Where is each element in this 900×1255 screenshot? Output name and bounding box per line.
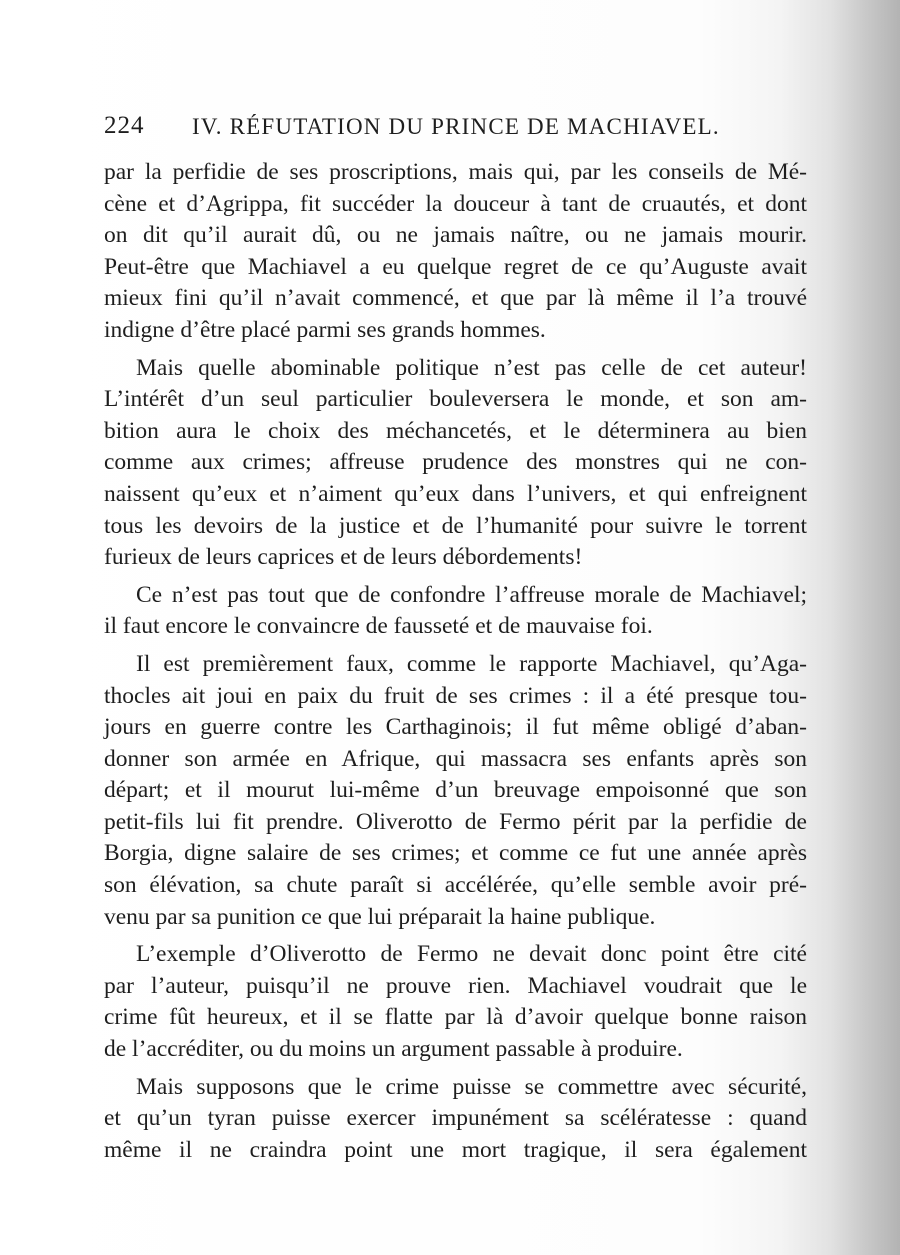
text-line: par la perfidie de ses proscriptions, mais qui, par les conseils de Mé- [104,159,807,185]
page-number: 224 [104,112,145,139]
text-line: L’intérêt d’un seul particulier bouleversera le monde, et son am- [104,386,807,413]
text-line: jours en guerre contre les Carthaginois; il fut même obligé d’aban- [104,714,807,741]
text-line: L’exemple d’Oliverotto de Fermo ne devait donc point être cité [136,941,807,968]
text-line: petit-fils lui fit prendre. Oliverotto de Fermo périt par la perfidie de [104,808,807,835]
text-line: son élévation, sa chute paraît si accélérée, qu’elle semble avoir pré- [104,872,807,899]
text-line: tous les devoirs de la justice et de l’humanité pour suivre le torrent [104,512,807,539]
text-line: crime fût heureux, et il se flatte par là d’avoir quelque bonne raison [104,1004,807,1031]
paragraph [104,157,807,347]
text-line: par l’auteur, puisqu’il ne prouve rien. Machiavel voudrait que le [104,972,807,999]
text-line: naissent qu’eux et n’aiment qu’eux dans l’univers, et qui enfreignent [104,480,807,507]
text-line: thocles ait joui en paix du fruit de ses crimes : il a été presque tou- [104,682,807,709]
text-line: et qu’un tyran puisse exercer impunément sa scélératesse : quand [104,1105,807,1132]
paragraph [104,649,807,933]
text-line: cène et d’Agrippa, fit succéder la douceur à tant de cruautés, et dont [104,190,807,217]
text-line: de l’accréditer, ou du moins un argument passable à produire. [104,1036,683,1063]
paragraph [104,939,807,1065]
text-line: Il est premièrement faux, comme le rapporte Machiavel, qu’Aga- [136,650,807,677]
paragraph [104,1072,807,1167]
text-line: il faut encore le convaincre de fausseté et de mauvaise foi. [104,613,653,640]
text-line: furieux de leurs caprices et de leurs débordements! [104,544,583,571]
text-line: comme aux crimes; affreuse prudence des monstres qui ne con- [104,449,807,476]
text-line: on dit qu’il aurait dû, ou ne jamais naître, ou ne jamais mourir. [104,222,807,249]
body-text [104,157,807,1172]
text-line: donner son armée en Afrique, qui massacra ses enfants après son [104,745,807,772]
text-line: bition aura le choix des méchancetés, et le déterminera au bien [104,417,807,444]
text-line: indigne d’être placé parmi ses grands hommes. [104,316,546,343]
text-line: venu par sa punition ce que lui préparait la haine publique. [104,903,656,930]
text-line: Peut-être que Machiavel a eu quelque regret de ce qu’Auguste avait [104,253,807,280]
text-line: Mais quelle abominable politique n’est pas celle de cet auteur! [136,354,807,381]
text-line: Mais supposons que le crime puisse se commettre avec sécurité, [136,1073,807,1100]
text-line: départ; et il mourut lui-même d’un breuvage empoisonné que son [104,777,807,804]
text-line: Ce n’est pas tout que de confondre l’affreuse morale de Machiavel; [136,581,807,608]
running-head [104,112,764,152]
text-line: Borgia, digne salaire de ses crimes; et comme ce fut une année après [104,840,807,867]
text-line: mieux fini qu’il n’avait commencé, et que par là même il l’a trouvé [104,285,807,312]
paragraph [104,353,807,574]
running-title: IV. RÉFUTATION DU PRINCE DE MACHIAVEL. [192,114,720,139]
paragraph [104,580,807,643]
text-line: même il ne craindra point une mort tragique, il sera également [104,1136,807,1163]
